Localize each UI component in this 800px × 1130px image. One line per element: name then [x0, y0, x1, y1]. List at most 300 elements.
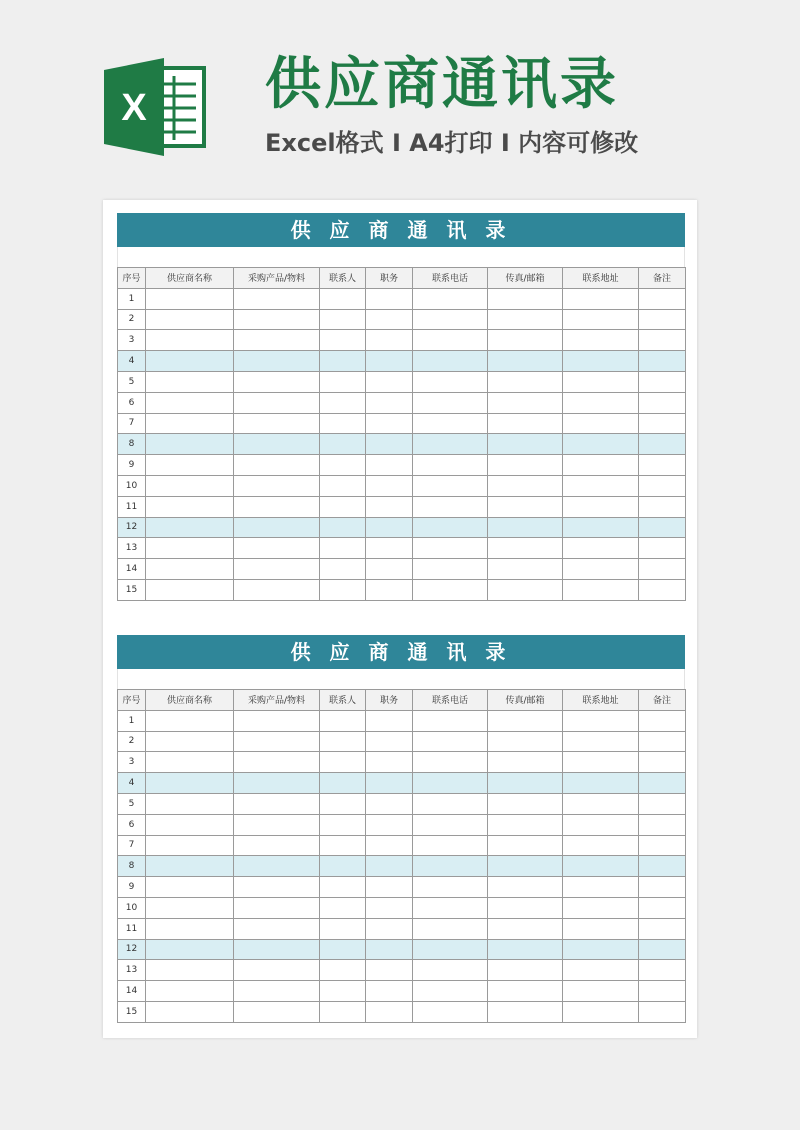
table-cell[interactable]: [366, 856, 413, 877]
row-number: 4: [118, 773, 146, 794]
table-cell[interactable]: [320, 731, 366, 752]
table-cell[interactable]: [413, 371, 488, 392]
column-header: 序号: [118, 268, 146, 289]
table-cell[interactable]: [563, 939, 639, 960]
row-number: 10: [118, 475, 146, 496]
table-cell[interactable]: [320, 538, 366, 559]
table-cell[interactable]: [413, 752, 488, 773]
table-cell[interactable]: [320, 835, 366, 856]
table-cell[interactable]: [413, 517, 488, 538]
table-cell[interactable]: [639, 351, 686, 372]
table-cell[interactable]: [639, 877, 686, 898]
table-cell[interactable]: [413, 877, 488, 898]
table-cell[interactable]: [146, 1001, 234, 1022]
table-cell[interactable]: [488, 288, 563, 309]
table-cell[interactable]: [146, 538, 234, 559]
table-cell[interactable]: [320, 710, 366, 731]
table-row: [118, 960, 686, 981]
row-number: 12: [118, 939, 146, 960]
directory-sheet-1: [117, 213, 685, 601]
table-row: [118, 371, 686, 392]
table-cell[interactable]: [146, 517, 234, 538]
table-cell[interactable]: [366, 351, 413, 372]
table-cell[interactable]: [413, 981, 488, 1002]
table-cell[interactable]: [488, 330, 563, 351]
table-cell[interactable]: [563, 981, 639, 1002]
table-cell[interactable]: [366, 731, 413, 752]
table-cell[interactable]: [639, 897, 686, 918]
table-cell[interactable]: [413, 856, 488, 877]
table-cell[interactable]: [488, 773, 563, 794]
logo-letter: X: [121, 87, 147, 129]
table-cell[interactable]: [413, 330, 488, 351]
table-cell[interactable]: [234, 814, 320, 835]
table-cell[interactable]: [639, 814, 686, 835]
table-cell[interactable]: [146, 455, 234, 476]
table-cell[interactable]: [320, 455, 366, 476]
table-cell[interactable]: [366, 939, 413, 960]
table-cell[interactable]: [320, 939, 366, 960]
table-cell[interactable]: [639, 579, 686, 600]
table-cell[interactable]: [639, 309, 686, 330]
table-cell[interactable]: [146, 814, 234, 835]
page-title: 供应商通讯录: [265, 52, 619, 117]
table-cell[interactable]: [234, 773, 320, 794]
table-cell[interactable]: [413, 1001, 488, 1022]
table-cell[interactable]: [413, 710, 488, 731]
table-cell[interactable]: [234, 710, 320, 731]
table-cell[interactable]: [563, 496, 639, 517]
table-cell[interactable]: [563, 434, 639, 455]
table-cell[interactable]: [488, 559, 563, 580]
table-cell[interactable]: [639, 392, 686, 413]
table-cell[interactable]: [488, 835, 563, 856]
table-cell[interactable]: [413, 559, 488, 580]
table-row: [118, 434, 686, 455]
table-row: [118, 351, 686, 372]
table-cell[interactable]: [563, 918, 639, 939]
row-number: 8: [118, 856, 146, 877]
table-cell[interactable]: [320, 371, 366, 392]
table-cell[interactable]: [146, 731, 234, 752]
table-cell[interactable]: [234, 939, 320, 960]
table-cell[interactable]: [146, 710, 234, 731]
table-cell[interactable]: [146, 877, 234, 898]
table-cell[interactable]: [639, 835, 686, 856]
table-cell[interactable]: [366, 752, 413, 773]
table-cell[interactable]: [639, 918, 686, 939]
table-cell[interactable]: [413, 392, 488, 413]
table-cell[interactable]: [366, 1001, 413, 1022]
table-cell[interactable]: [234, 835, 320, 856]
table-cell[interactable]: [320, 773, 366, 794]
table-cell[interactable]: [234, 897, 320, 918]
table-cell[interactable]: [234, 579, 320, 600]
table-cell[interactable]: [320, 392, 366, 413]
row-number: 14: [118, 981, 146, 1002]
column-header: 备注: [639, 690, 686, 711]
table-row: [118, 538, 686, 559]
table-cell[interactable]: [320, 517, 366, 538]
table-cell[interactable]: [563, 835, 639, 856]
table-cell[interactable]: [320, 496, 366, 517]
table-cell[interactable]: [366, 517, 413, 538]
table-cell[interactable]: [563, 351, 639, 372]
table-cell[interactable]: [563, 288, 639, 309]
table-cell[interactable]: [563, 731, 639, 752]
table-cell[interactable]: [639, 455, 686, 476]
row-number: 13: [118, 960, 146, 981]
table-cell[interactable]: [320, 413, 366, 434]
table-cell[interactable]: [413, 538, 488, 559]
table-cell[interactable]: [320, 814, 366, 835]
table-cell[interactable]: [366, 877, 413, 898]
table-row: [118, 877, 686, 898]
table-cell[interactable]: [563, 877, 639, 898]
table-cell[interactable]: [488, 793, 563, 814]
row-number: 11: [118, 496, 146, 517]
row-number: 12: [118, 517, 146, 538]
table-cell[interactable]: [320, 288, 366, 309]
table-cell[interactable]: [639, 496, 686, 517]
table-cell[interactable]: [563, 371, 639, 392]
table-cell[interactable]: [563, 309, 639, 330]
table-cell[interactable]: [146, 371, 234, 392]
table-cell[interactable]: [234, 960, 320, 981]
table-cell[interactable]: [320, 1001, 366, 1022]
table-cell[interactable]: [488, 455, 563, 476]
table-cell[interactable]: [488, 981, 563, 1002]
table-cell[interactable]: [320, 793, 366, 814]
table-cell[interactable]: [234, 392, 320, 413]
table-row: [118, 496, 686, 517]
table-cell[interactable]: [146, 413, 234, 434]
table-cell[interactable]: [563, 517, 639, 538]
row-number: 15: [118, 579, 146, 600]
table-cell[interactable]: [488, 538, 563, 559]
table-cell[interactable]: [488, 939, 563, 960]
table-row: [118, 392, 686, 413]
table-cell[interactable]: [488, 371, 563, 392]
table-cell[interactable]: [639, 475, 686, 496]
table-cell[interactable]: [488, 496, 563, 517]
table-cell[interactable]: [413, 939, 488, 960]
table-cell[interactable]: [146, 793, 234, 814]
table-cell[interactable]: [366, 434, 413, 455]
table-cell[interactable]: [563, 538, 639, 559]
table-cell[interactable]: [413, 918, 488, 939]
table-cell[interactable]: [234, 856, 320, 877]
table-cell[interactable]: [563, 455, 639, 476]
table-cell[interactable]: [563, 413, 639, 434]
table-cell[interactable]: [320, 897, 366, 918]
table-cell[interactable]: [413, 455, 488, 476]
table-cell[interactable]: [488, 579, 563, 600]
table-cell[interactable]: [146, 309, 234, 330]
table-cell[interactable]: [639, 330, 686, 351]
table-cell[interactable]: [413, 835, 488, 856]
table-cell[interactable]: [320, 559, 366, 580]
table-cell[interactable]: [320, 856, 366, 877]
column-header: 联系电话: [413, 690, 488, 711]
table-cell[interactable]: [366, 475, 413, 496]
table-cell[interactable]: [234, 918, 320, 939]
table-row: [118, 309, 686, 330]
row-number: 3: [118, 752, 146, 773]
row-number: 2: [118, 731, 146, 752]
table-row: [118, 413, 686, 434]
table-cell[interactable]: [488, 351, 563, 372]
table-cell[interactable]: [563, 330, 639, 351]
table-cell[interactable]: [413, 475, 488, 496]
table-cell[interactable]: [234, 538, 320, 559]
table-row: [118, 793, 686, 814]
table-cell[interactable]: [488, 392, 563, 413]
table-cell[interactable]: [234, 413, 320, 434]
table-cell[interactable]: [146, 960, 234, 981]
table-cell[interactable]: [234, 793, 320, 814]
table-cell[interactable]: [488, 814, 563, 835]
table-cell[interactable]: [639, 939, 686, 960]
table-cell[interactable]: [366, 960, 413, 981]
table-cell[interactable]: [320, 981, 366, 1002]
column-header: 职务: [366, 690, 413, 711]
table-cell[interactable]: [639, 288, 686, 309]
table-cell[interactable]: [488, 960, 563, 981]
row-number: 6: [118, 814, 146, 835]
table-cell[interactable]: [146, 579, 234, 600]
table-cell[interactable]: [563, 793, 639, 814]
table-cell[interactable]: [234, 475, 320, 496]
table-cell[interactable]: [563, 710, 639, 731]
table-cell[interactable]: [234, 559, 320, 580]
table-row: [118, 330, 686, 351]
table-cell[interactable]: [488, 413, 563, 434]
table-cell[interactable]: [488, 434, 563, 455]
table-cell[interactable]: [488, 897, 563, 918]
column-header: 序号: [118, 690, 146, 711]
row-number: 1: [118, 710, 146, 731]
table-cell[interactable]: [639, 856, 686, 877]
table-cell[interactable]: [146, 475, 234, 496]
table-cell[interactable]: [488, 710, 563, 731]
table-cell[interactable]: [320, 877, 366, 898]
table-cell[interactable]: [146, 351, 234, 372]
table-cell[interactable]: [366, 371, 413, 392]
table-cell[interactable]: [146, 918, 234, 939]
table-cell[interactable]: [234, 731, 320, 752]
column-header: 传真/邮箱: [488, 268, 563, 289]
table-cell[interactable]: [146, 288, 234, 309]
table-cell[interactable]: [366, 773, 413, 794]
table-cell[interactable]: [413, 413, 488, 434]
table-cell[interactable]: [366, 392, 413, 413]
table-cell[interactable]: [639, 559, 686, 580]
table-cell[interactable]: [639, 793, 686, 814]
table-cell[interactable]: [234, 1001, 320, 1022]
table-cell[interactable]: [639, 413, 686, 434]
row-number: 9: [118, 455, 146, 476]
table-cell[interactable]: [413, 773, 488, 794]
table-header-row: [118, 268, 686, 289]
table-cell[interactable]: [563, 960, 639, 981]
table-cell[interactable]: [366, 309, 413, 330]
row-number: 5: [118, 371, 146, 392]
table-cell[interactable]: [366, 559, 413, 580]
table-cell[interactable]: [234, 752, 320, 773]
table-cell[interactable]: [488, 752, 563, 773]
table-cell[interactable]: [413, 351, 488, 372]
column-header: 联系人: [320, 268, 366, 289]
table-cell[interactable]: [413, 288, 488, 309]
table-cell[interactable]: [320, 579, 366, 600]
table-cell[interactable]: [146, 897, 234, 918]
table-cell[interactable]: [366, 814, 413, 835]
column-header: 职务: [366, 268, 413, 289]
table-cell[interactable]: [366, 330, 413, 351]
table-cell[interactable]: [366, 413, 413, 434]
table-cell[interactable]: [366, 288, 413, 309]
table-cell[interactable]: [320, 960, 366, 981]
row-number: 15: [118, 1001, 146, 1022]
table-cell[interactable]: [320, 309, 366, 330]
table-cell[interactable]: [488, 877, 563, 898]
table-cell[interactable]: [639, 731, 686, 752]
table-cell[interactable]: [234, 309, 320, 330]
table-cell[interactable]: [366, 710, 413, 731]
table-cell[interactable]: [320, 434, 366, 455]
table-cell[interactable]: [639, 710, 686, 731]
table-cell[interactable]: [488, 731, 563, 752]
table-cell[interactable]: [320, 475, 366, 496]
table-cell[interactable]: [413, 731, 488, 752]
table-cell[interactable]: [488, 918, 563, 939]
page-subtitle: Excel格式 I A4打印 I 内容可修改: [265, 129, 639, 157]
table-cell[interactable]: [234, 455, 320, 476]
table-cell[interactable]: [639, 434, 686, 455]
table-cell[interactable]: [146, 434, 234, 455]
table-cell[interactable]: [320, 330, 366, 351]
table-cell[interactable]: [366, 793, 413, 814]
spacer-row: [117, 247, 685, 267]
table-cell[interactable]: [146, 773, 234, 794]
table-cell[interactable]: [366, 835, 413, 856]
table-cell[interactable]: [146, 559, 234, 580]
banner: [0, 0, 800, 195]
table-cell[interactable]: [563, 773, 639, 794]
table-cell[interactable]: [563, 579, 639, 600]
table-cell[interactable]: [563, 392, 639, 413]
table-cell[interactable]: [488, 856, 563, 877]
table-row: [118, 981, 686, 1002]
table-cell[interactable]: [320, 918, 366, 939]
table-cell[interactable]: [234, 517, 320, 538]
table-cell[interactable]: [413, 814, 488, 835]
table-cell[interactable]: [146, 981, 234, 1002]
row-number: 2: [118, 309, 146, 330]
table-cell[interactable]: [366, 496, 413, 517]
table-cell[interactable]: [320, 752, 366, 773]
directory-table: [117, 689, 686, 1023]
table-cell[interactable]: [320, 351, 366, 372]
table-cell[interactable]: [639, 981, 686, 1002]
table-cell[interactable]: [639, 752, 686, 773]
table-cell[interactable]: [366, 918, 413, 939]
table-row: [118, 918, 686, 939]
table-cell[interactable]: [413, 309, 488, 330]
table-cell[interactable]: [488, 1001, 563, 1022]
table-row: [118, 579, 686, 600]
table-cell[interactable]: [366, 455, 413, 476]
column-header: 联系电话: [413, 268, 488, 289]
table-cell[interactable]: [234, 981, 320, 1002]
table-cell[interactable]: [639, 371, 686, 392]
table-cell[interactable]: [413, 960, 488, 981]
table-cell[interactable]: [563, 559, 639, 580]
row-number: 14: [118, 559, 146, 580]
table-row: [118, 517, 686, 538]
table-cell[interactable]: [234, 434, 320, 455]
table-cell[interactable]: [413, 793, 488, 814]
table-row: [118, 559, 686, 580]
table-row: [118, 288, 686, 309]
table-cell[interactable]: [413, 579, 488, 600]
table-cell[interactable]: [146, 835, 234, 856]
table-cell[interactable]: [488, 475, 563, 496]
table-cell[interactable]: [234, 351, 320, 372]
table-cell[interactable]: [563, 752, 639, 773]
column-header: 采购产品/物料: [234, 268, 320, 289]
column-header: 供应商名称: [146, 268, 234, 289]
table-cell[interactable]: [146, 856, 234, 877]
table-cell[interactable]: [146, 392, 234, 413]
table-cell[interactable]: [639, 960, 686, 981]
table-cell[interactable]: [146, 752, 234, 773]
table-cell[interactable]: [366, 538, 413, 559]
table-cell[interactable]: [234, 877, 320, 898]
table-cell[interactable]: [639, 1001, 686, 1022]
table-cell[interactable]: [146, 496, 234, 517]
table-cell[interactable]: [234, 371, 320, 392]
table-cell[interactable]: [639, 773, 686, 794]
table-header-row: [118, 690, 686, 711]
table-cell[interactable]: [366, 579, 413, 600]
table-cell[interactable]: [488, 309, 563, 330]
table-cell[interactable]: [366, 981, 413, 1002]
table-cell[interactable]: [563, 475, 639, 496]
row-number: 7: [118, 835, 146, 856]
table-cell[interactable]: [563, 1001, 639, 1022]
table-cell[interactable]: [366, 897, 413, 918]
table-cell[interactable]: [563, 814, 639, 835]
table-row: [118, 1001, 686, 1022]
table-cell[interactable]: [563, 856, 639, 877]
table-cell[interactable]: [413, 897, 488, 918]
table-cell[interactable]: [413, 434, 488, 455]
column-header: 供应商名称: [146, 690, 234, 711]
table-cell[interactable]: [234, 496, 320, 517]
table-cell[interactable]: [488, 517, 563, 538]
table-cell[interactable]: [146, 330, 234, 351]
table-cell[interactable]: [413, 496, 488, 517]
table-cell[interactable]: [639, 538, 686, 559]
table-cell[interactable]: [563, 897, 639, 918]
table-cell[interactable]: [639, 517, 686, 538]
table-cell[interactable]: [234, 330, 320, 351]
table-cell[interactable]: [146, 939, 234, 960]
table-cell[interactable]: [234, 288, 320, 309]
row-number: 13: [118, 538, 146, 559]
